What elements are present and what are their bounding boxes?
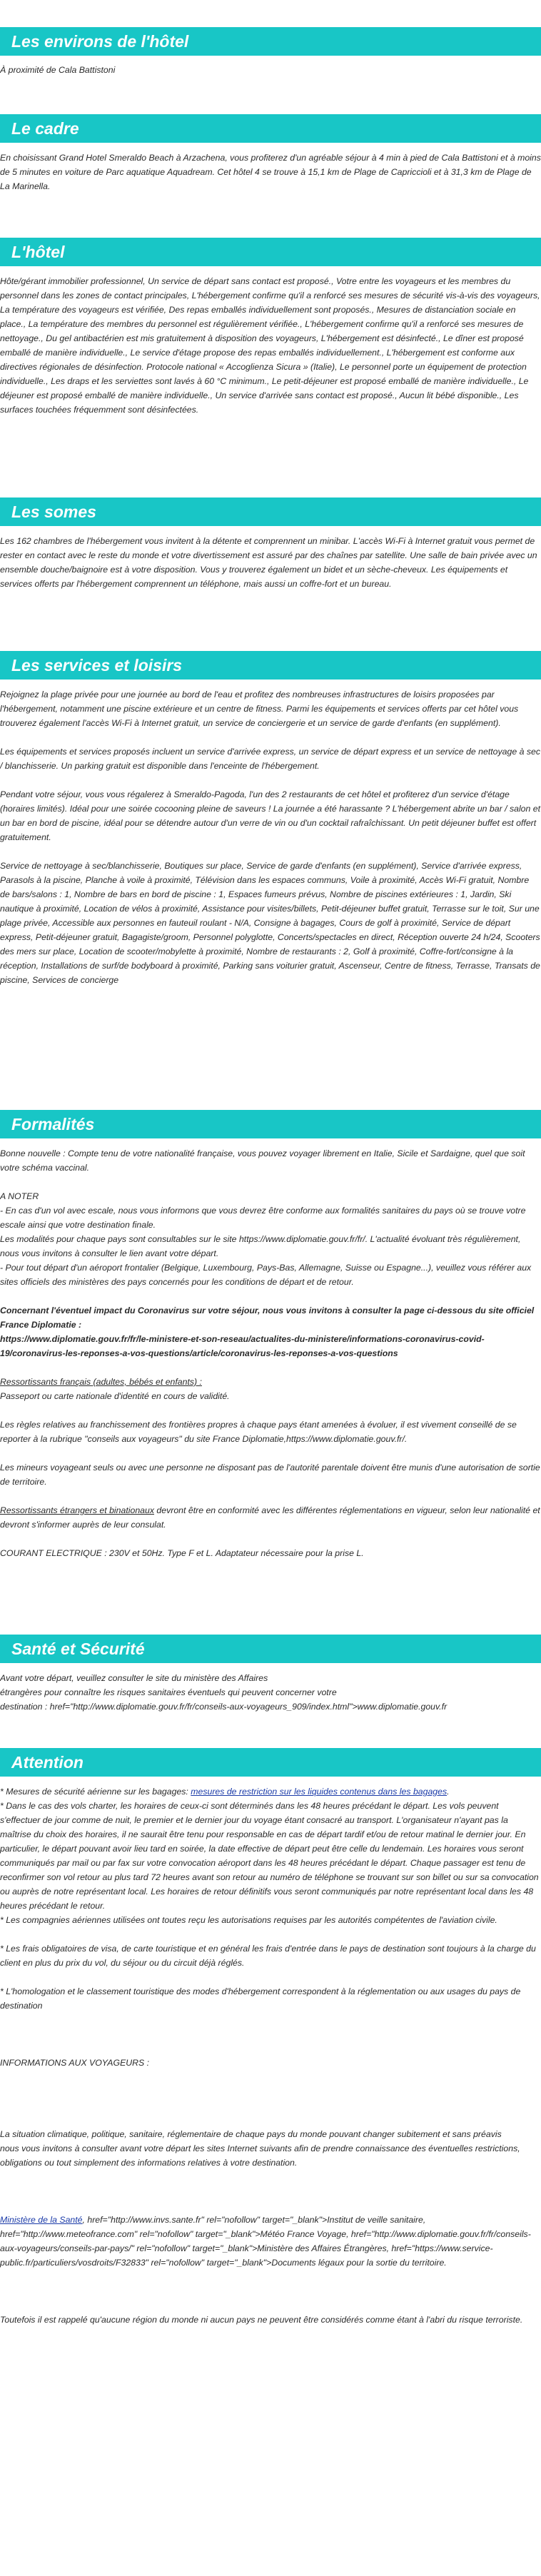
liquids-restriction-link[interactable]: mesures de restriction sur les liquides contenus dans les bagages [191, 1787, 448, 1797]
sante-text: Avant votre départ, veuillez consulter le site du ministère des Affaires étrangères pour connaître les risques sanitaires éventuels qui peuvent concerner votre destination : href="http://www.diplomatie.gouv.fr/fr/conseils-aux-voyageurs_909/index.html">www.diplomatie.gouv.fr [0, 1673, 448, 1712]
formalites-p7-head: Ressortissants étrangers et binationaux [0, 1505, 154, 1515]
attention-p5: INFORMATIONS AUX VOYAGEURS : [0, 2058, 150, 2068]
formalites-p6: Les mineurs voyageant seuls ou avec une personne ne disposant pas de l'autorité parentale doivent être munis d'une autorisation de sortie de territoire. [0, 1463, 540, 1487]
section-title-attention: Attention [0, 1748, 541, 1777]
attention-p3: * Les frais obligatoires de visa, de carte touristique et en général les frais d'entrée dans le pays de destination sont toujours à la charge du client en plus du prix du vol, du séjour ou du circuit déjà réglés. [0, 1944, 536, 1968]
section-title-somes: Les somes [0, 497, 541, 526]
environs-text: À proximité de Cala Battistoni [0, 65, 116, 75]
section-title-formalites: Formalités [0, 1110, 541, 1138]
formalites-p2: A NOTER - En cas d'un vol avec escale, nous vous informons que vous devrez être conforme aux formalités sanitaires du pays où se trouve votre escale ainsi que votre destination finale. Les modalités pour chaque pays sont consultables sur le site https://www.diplomatie.gouv.fr/fr/. L'actualité évoluant très régulièrement, nous vous invitons à consulter le lien avant votre départ. - Pour tout départ d'un aéroport frontalier (Belgique, Luxembourg, Pays-Bas, Allemagne, Suisse ou Espagne...), veuillez vous référer aux sites officiels des ministères des pays concernés pour les conditions de départ et de retour. [0, 1191, 532, 1287]
section-title-sante: Santé et Sécurité [0, 1635, 541, 1663]
attention-p7-rest: , href="http://www.invs.sante.fr" rel="nofollow" target="_blank">Institut de veille sanitaire, href="http://www.meteofrance.com" rel="nofollow" target="_blank">Météo France Voyage, href="http://www.diplomatie.gouv.fr/fr/conseils-aux-voyageurs/conseils-par-pays/" rel="nofollow" target="_blank">Ministère des Affaires Étrangères, href="https://www.service-public.fr/particuliers/vosdroits/F32833" rel="nofollow" target="_blank">Documents légaux pour la sortie du territoire. [0, 2215, 531, 2268]
section-formalites [0, 1110, 541, 1560]
formalites-p4-body: Passeport ou carte nationale d'identité en cours de validité. [0, 1391, 230, 1401]
attention-p2: * Dans le cas des vols charter, les horaires de ceux-ci sont déterminés dans les 48 heures précédant le départ. Les vols peuvent s'effectuer de jour comme de nuit, le premier et le dernier jour du voyage étant consacré au transport. L'organisateur n'ayant pas la maîtrise du choix des horaires, il ne saurait être tenu pour responsable en cas de départ tardif et/ou de retour matinal le dernier jour. En particulier, le départ pouvant avoir lieu tard en soirée, la date effective de départ peut être celle du lendemain. Les horaires vous seront communiqués par mail ou par fax sur votre convocation aéroport dans les 48 heures précédant le départ. Chaque passager est tenu de reconfirmer son vol retour au plus tard 72 heures avant son retour au numéro de téléphone se trouvant sur son billet ou sur sa convocation ou auprès de notre représentant local. Les horaires de retour définitifs vous seront communiqués par notre représentant local dans les 48 heures précédant le retour. * Les compagnies aériennes utilisées ont toutes reçu les autorisations requises par les autorités compétentes de l'aviation civile. [0, 1801, 539, 1925]
section-hotel [0, 238, 541, 417]
section-sante [0, 1635, 541, 1714]
services-p2: Les équipements et services proposés incluent un service d'arrivée express, un service de départ express et un service de nettoyage à sec / blanchisserie. Un parking gratuit est disponible dans l'enceinte de l'hébergement. [0, 747, 540, 771]
attention-p1-lead: * Mesures de sécurité aérienne sur les bagages: [0, 1787, 191, 1797]
section-somes [0, 497, 541, 591]
section-title-cadre: Le cadre [0, 114, 541, 143]
section-title-environs: Les environs de l'hôtel [0, 27, 541, 56]
services-p1: Rejoignez la plage privée pour une journée au bord de l'eau et profitez des nombreuses infrastructures de loisirs proposées par l'hébergement, notamment une piscine extérieure et un centre de fitness. Parmi les équipements et services offerts par cet hôtel vous trouverez également l'accès Wi-Fi à Internet gratuit, un service de conciergerie et un service de garde d'enfants (en supplément). [0, 690, 519, 728]
section-title-services: Les services et loisirs [0, 651, 541, 680]
section-environs [0, 27, 541, 77]
formalites-p1: Bonne nouvelle : Compte tenu de votre nationalité française, vous pouvez voyager librement en Italie, Sicile et Sardaigne, quel que soit votre schéma vaccinal. [0, 1148, 525, 1173]
section-title-hotel: L'hôtel [0, 238, 541, 266]
attention-p6: La situation climatique, politique, sanitaire, réglementaire de chaque pays du monde pouvant changer subitement et sans préavis nous vous invitons à consulter avant votre départ les sites Internet suivants afin de prendre connaissance des éventuelles restrictions, obligations ou tout simplement des informations relatives à votre destination. [0, 2129, 520, 2168]
formalites-p4-head: Ressortissants français (adultes, bébés et enfants) : [0, 1377, 202, 1387]
section-cadre [0, 114, 541, 193]
attention-p4: * L'homologation et le classement touristique des modes d'hébergement correspondent à la réglementation ou aux usages du pays de destination [0, 1986, 521, 2011]
attention-p8: Toutefois il est rappelé qu'aucune région du monde ni aucun pays ne peuvent être considérés comme étant à l'abri du risque terroriste. [0, 2315, 523, 2325]
section-services [0, 651, 541, 987]
formalites-p5: Les règles relatives au franchissement des frontières propres à chaque pays étant amenées à évoluer, il est vivement conseillé de se reporter à la rubrique "conseils aux voyageurs" du site France Diplomatie,https://www.diplomatie.gouv.fr/. [0, 1420, 517, 1444]
section-attention [0, 1748, 541, 2327]
formalites-p8: COURANT ELECTRIQUE : 230V et 50Hz. Type F et L. Adaptateur nécessaire pour la prise L. [0, 1548, 364, 1558]
ministere-sante-link[interactable]: Ministère de la Santé [0, 2215, 83, 2225]
formalites-p7-body: devront être en conformité avec les différentes réglementations en vigueur, selon leur nationalité et devront s'informer auprès de leur consulat. [0, 1505, 540, 1530]
hotel-text: Hôte/gérant immobilier professionnel, Un service de départ sans contact est proposé., Votre entre les voyageurs et les membres du personnel dans les zones de contact principales, L'hébergement confirme qu'il a renforcé ses mesures de sécurité vis-à-vis des voyageurs, La température des voyageurs est vérifiée, Des repas emballés individuellement sont proposés., Mesures de distanciation sociale en place., La température des membres du personnel est régulièrement vérifiée., L'hébergement confirme qu'il a renforcé ses mesures de nettoyage., Du gel antibactérien est mis gratuitement à disposition des voyageurs, L'hébergement est désinfecté., Le dîner est proposé emballé de manière individuelle., Le service d'étage propose des repas emballés individuellement., L'hébergement est conforme aux directives régionales de désinfection. Protocole national « Accoglienza Sicura » (Italie), Le personnel porte un équipement de protection individuelle., Les draps et les serviettes sont lavés à 60 °C minimum., Le petit-déjeuner est proposé emballé de manière individuelle., Le déjeuner est proposé emballé de manière individuelle., Un service d'arrivée sans contact est proposé., Aucun lit bébé disponible., Les surfaces touchées fréquemment sont désinfectées. [0, 276, 540, 415]
somes-text: Les 162 chambres de l'hébergement vous invitent à la détente et comprennent un minibar. L'accès Wi-Fi à Internet gratuit vous permet de rester en contact avec le reste du monde et votre divertissement est assuré par des chaînes par satellite. Une salle de bain privée avec un ensemble douche/baignoire est à votre disposition. Vous y trouverez également un bidet et un sèche-cheveux. Les équipements et services offerts par l'hébergement comprennent un téléphone, mais aussi un coffre-fort et un bureau. [0, 536, 537, 589]
services-p4: Service de nettoyage à sec/blanchisserie, Boutiques sur place, Service de garde d'enfants (en supplément), Service d'arrivée express, Parasols à la piscine, Planche à voile à proximité, Télévision dans les espaces communs, Voile à proximité, Accès Wi-Fi gratuit, Nombre de bars/salons : 1, Nombre de bars en bord de piscine : 1, Espaces fumeurs prévus, Nombre de piscines extérieures : 1, Jardin, Ski nautique à proximité, Location de vélos à proximité, Assistance pour visites/billets, Petit-déjeuner buffet gratuit, Terrasse sur le toit, Sur une plage privée, Accessible aux personnes en fauteuil roulant - N/A, Consigne à bagages, Cours de golf à proximité, Service de départ express, Petit-déjeuner gratuit, Bagagiste/groom, Personnel polyglotte, Concerts/spectacles en direct, Réception ouverte 24 h/24, Scooters des mers sur place, Location de scooter/mobylette à proximité, Nombre de restaurants : 2, Golf à proximité, Coffre-fort/consigne à la réception, Installations de surf/de bodyboard à proximité, Parking sans voiturier gratuit, Ascenseur, Centre de fitness, Terrasse, Transats de piscine, Services de concierge [0, 861, 540, 985]
services-p3: Pendant votre séjour, vous vous régalerez à Smeraldo-Pagoda, l'un des 2 restaurants de cet hôtel et profiterez d'un service d'étage (horaires limités). Idéal pour une soirée cocooning pleine de saveurs ! La journée a été harassante ? L'hébergement abrite un bar / salon et un bar en bord de piscine, idéal pour se détendre autour d'un verre de vin ou d'un cocktail rafraîchissant. Un petit déjeuner buffet est offert gratuitement. [0, 789, 541, 842]
attention-p1-end: . [447, 1787, 450, 1797]
formalites-p3: Concernant l'éventuel impact du Coronavirus sur votre séjour, nous vous invitons à consulter la page ci-dessous du site officiel France Diplomatie : https://www.diplomatie.gouv.fr/fr/le-ministere-et-son-reseau/actualites-du-ministere/informations-coronavirus-covid-19/coronavirus-les-reponses-a-vos-questions/article/coronavirus-les-reponses-a-vos-questions [0, 1305, 535, 1358]
cadre-text: En choisissant Grand Hotel Smeraldo Beach à Arzachena, vous profiterez d'un agréable séjour à 4 min à pied de Cala Battistoni et à moins de 5 minutes en voiture de Parc aquatique Aquadream. Cet hôtel 4 se trouve à 15,1 km de Plage de Capriccioli et à 31,3 km de Plage de La Marinella. [0, 153, 541, 191]
